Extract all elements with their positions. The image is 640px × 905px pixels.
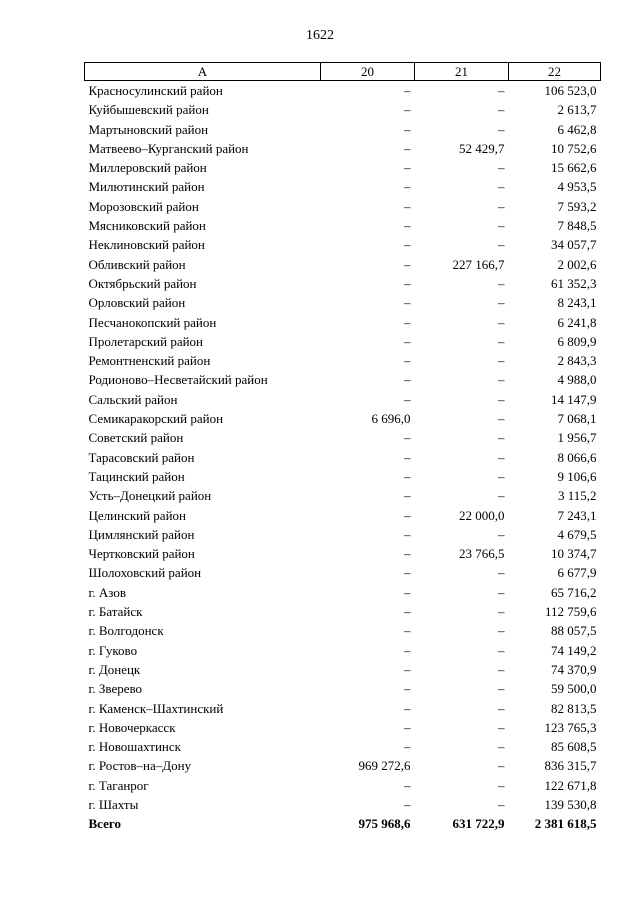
col-22-cell: 6 809,9 (557, 333, 597, 349)
col-21-cell: – (498, 642, 505, 658)
col-22-cell: 59 500,0 (551, 681, 597, 697)
col-20-cell: – (404, 449, 411, 465)
table-row (85, 756, 601, 775)
table-row (85, 158, 601, 177)
col-20-cell: – (404, 700, 411, 716)
col-22-cell: 106 523,0 (544, 83, 597, 98)
col-22-cell: 34 057,7 (551, 237, 597, 253)
col-22-cell: 82 813,5 (551, 700, 597, 716)
col-20-cell: – (404, 102, 411, 118)
row-name-cell: г. Новошахтинск (88, 739, 181, 755)
col-22-cell: 139 530,8 (544, 796, 597, 812)
col-20-cell: – (404, 661, 411, 677)
col-21-cell: – (498, 719, 505, 735)
table-row (85, 332, 601, 351)
table-row (85, 81, 601, 101)
col-22-cell: 2 002,6 (557, 256, 597, 272)
col-22-cell: 7 243,1 (557, 507, 597, 523)
row-name-cell: Неклиновский район (88, 237, 205, 253)
row-name-cell: г. Шахты (88, 796, 139, 812)
row-name-cell: Тацинский район (88, 468, 185, 484)
table-row (85, 583, 601, 602)
col-21-cell: – (498, 102, 505, 118)
table-row (85, 216, 601, 235)
row-name-cell: г. Ростов–на–Дону (88, 758, 192, 774)
col-20-cell: – (404, 83, 411, 98)
col-22-cell: 6 241,8 (557, 314, 597, 330)
row-name-cell: Красносулинский район (88, 83, 223, 98)
col-22-cell: 123 765,3 (544, 719, 597, 735)
col-21-cell: – (498, 681, 505, 697)
col-22-cell: 836 315,7 (544, 758, 597, 774)
table-row (85, 679, 601, 698)
row-name-cell: Мясниковский район (88, 218, 206, 234)
col-21-cell: 227 166,7 (452, 256, 505, 272)
row-name-cell: Чертковский район (88, 546, 195, 562)
row-name-cell: Родионово–Несветайский район (88, 372, 268, 388)
col-20-cell: – (404, 179, 411, 195)
col-20-cell: – (404, 353, 411, 369)
col-22-cell: 112 759,6 (544, 604, 597, 620)
col-22-cell: 15 662,6 (551, 160, 597, 176)
col-20-cell: – (404, 140, 411, 156)
table-row (85, 293, 601, 312)
col-22-cell: 65 716,2 (551, 584, 597, 600)
budget-table (84, 62, 601, 834)
row-name-cell: г. Таганрог (88, 777, 149, 793)
table-row (85, 776, 601, 795)
row-name-cell: Тарасовский район (88, 449, 195, 465)
col-21-cell: 23 766,5 (459, 546, 505, 562)
col-22-cell: 9 106,6 (557, 468, 597, 484)
table-header (85, 63, 601, 81)
col-20-cell: – (404, 218, 411, 234)
table-row (85, 525, 601, 544)
table-row (85, 255, 601, 274)
col-20-cell: – (404, 275, 411, 291)
header-cell-21: 21 (415, 63, 509, 81)
row-name-cell: Целинский район (88, 507, 186, 523)
table-row (85, 120, 601, 139)
col-22-cell: 74 149,2 (551, 642, 597, 658)
row-name-cell: Орловский район (88, 295, 186, 311)
row-name-cell: Песчанокопский район (88, 314, 217, 330)
col-22-cell: 4 679,5 (557, 526, 597, 542)
table-row (85, 370, 601, 389)
table-row (85, 409, 601, 428)
col-21-cell: – (498, 218, 505, 234)
table-row (85, 795, 601, 814)
table-row (85, 621, 601, 640)
col-20-cell: – (404, 237, 411, 253)
col-20-cell: – (404, 642, 411, 658)
row-name-cell: Миллеровский район (88, 160, 207, 176)
table-row (85, 641, 601, 660)
row-name-cell: г. Батайск (88, 604, 143, 620)
total-row (85, 814, 601, 833)
col-22-cell: 10 374,7 (551, 546, 597, 562)
col-21-cell: – (498, 526, 505, 542)
table-row (85, 177, 601, 196)
col-20-cell: – (404, 198, 411, 214)
row-name-cell: Октябрьский район (88, 275, 197, 291)
table-row (85, 467, 601, 486)
table-row (85, 602, 601, 621)
col-21-cell: – (498, 237, 505, 253)
table-row (85, 448, 601, 467)
col-21-cell: – (498, 796, 505, 812)
col-22-cell: 7 848,5 (557, 218, 597, 234)
col-21-cell: – (498, 295, 505, 311)
table-body (85, 81, 601, 834)
col-20-cell: 6 696,0 (371, 411, 411, 427)
table-row (85, 235, 601, 254)
row-name-cell: Усть–Донецкий район (88, 488, 212, 504)
row-name-cell: Милютинский район (88, 179, 205, 195)
col-22-cell: 7 068,1 (557, 411, 597, 427)
col-20-cell: – (404, 372, 411, 388)
col-21-cell: – (498, 121, 505, 137)
row-name-cell: Матвеево–Курганский район (88, 140, 249, 156)
row-name-cell: Мартыновский район (88, 121, 209, 137)
col-21-cell: – (498, 333, 505, 349)
col-22-cell: 1 956,7 (557, 430, 597, 446)
row-name-cell: г. Зверево (88, 681, 143, 697)
col-22-cell: 61 352,3 (551, 275, 597, 291)
col-21-cell: – (498, 758, 505, 774)
col-20-cell: – (404, 526, 411, 542)
col-20-cell: – (404, 430, 411, 446)
total-col-20-cell: 975 968,6 (358, 816, 411, 832)
row-name-cell: Семикаракорский район (88, 411, 224, 427)
col-20-cell: – (404, 739, 411, 755)
row-name-cell: г. Азов (88, 584, 126, 600)
total-col-22-cell: 2 381 618,5 (534, 816, 597, 832)
col-21-cell: – (498, 565, 505, 581)
col-21-cell: – (498, 449, 505, 465)
header-cell-20: 20 (321, 63, 415, 81)
col-21-cell: 22 000,0 (459, 507, 505, 523)
table-row (85, 390, 601, 409)
col-20-cell: 969 272,6 (358, 758, 411, 774)
col-20-cell: – (404, 333, 411, 349)
col-21-cell: – (498, 179, 505, 195)
col-21-cell: – (498, 83, 505, 98)
col-20-cell: – (404, 256, 411, 272)
col-20-cell: – (404, 565, 411, 581)
row-name-cell: Шолоховский район (88, 565, 202, 581)
col-21-cell: – (498, 391, 505, 407)
col-22-cell: 74 370,9 (551, 661, 597, 677)
table-row (85, 660, 601, 679)
col-20-cell: – (404, 488, 411, 504)
col-21-cell: – (498, 314, 505, 330)
page-number: 1622 (306, 28, 334, 43)
col-21-cell: – (498, 430, 505, 446)
col-22-cell: 88 057,5 (551, 623, 597, 639)
col-22-cell: 7 593,2 (557, 198, 597, 214)
total-label: Всего (88, 816, 121, 832)
col-21-cell: – (498, 739, 505, 755)
col-20-cell: – (404, 681, 411, 697)
table-row (85, 563, 601, 582)
table-row (85, 486, 601, 505)
col-22-cell: 4 988,0 (557, 372, 597, 388)
col-21-cell: – (498, 661, 505, 677)
col-21-cell: – (498, 198, 505, 214)
col-20-cell: – (404, 507, 411, 523)
row-name-cell: Куйбышевский район (88, 102, 209, 118)
col-21-cell: – (498, 275, 505, 291)
col-20-cell: – (404, 160, 411, 176)
col-20-cell: – (404, 584, 411, 600)
col-21-cell: – (498, 604, 505, 620)
col-22-cell: 8 066,6 (557, 449, 597, 465)
col-21-cell: – (498, 160, 505, 176)
table-row (85, 313, 601, 332)
header-cell-22: 22 (509, 63, 601, 81)
col-20-cell: – (404, 314, 411, 330)
col-20-cell: – (404, 623, 411, 639)
table-row (85, 197, 601, 216)
table-row (85, 139, 601, 158)
row-name-cell: Ремонтненский район (88, 353, 211, 369)
col-21-cell: – (498, 488, 505, 504)
table-row (85, 506, 601, 525)
row-name-cell: г. Новочеркасск (88, 719, 176, 735)
col-21-cell: – (498, 700, 505, 716)
row-name-cell: Советский район (88, 430, 184, 446)
table-row (85, 737, 601, 756)
row-name-cell: г. Каменск–Шахтинский (88, 700, 224, 716)
col-22-cell: 2 613,7 (557, 102, 597, 118)
col-21-cell: – (498, 353, 505, 369)
col-20-cell: – (404, 796, 411, 812)
col-22-cell: 85 608,5 (551, 739, 597, 755)
row-name-cell: Цимлянский район (88, 526, 195, 542)
col-22-cell: 14 147,9 (551, 391, 597, 407)
col-20-cell: – (404, 468, 411, 484)
col-21-cell: – (498, 372, 505, 388)
col-20-cell: – (404, 391, 411, 407)
table-row (85, 699, 601, 718)
col-22-cell: 10 752,6 (551, 140, 597, 156)
header-row (85, 63, 601, 81)
col-21-cell: – (498, 623, 505, 639)
col-22-cell: 122 671,8 (544, 777, 597, 793)
col-20-cell: – (404, 719, 411, 735)
col-20-cell: – (404, 777, 411, 793)
row-name-cell: г. Донецк (88, 661, 141, 677)
row-name-cell: Морозовский район (88, 198, 199, 214)
col-20-cell: – (404, 121, 411, 137)
col-22-cell: 6 677,9 (557, 565, 597, 581)
table-row (85, 544, 601, 563)
table-row (85, 351, 601, 370)
row-name-cell: Сальский район (88, 391, 178, 407)
col-21-cell: – (498, 777, 505, 793)
col-20-cell: – (404, 295, 411, 311)
row-name-cell: Обливский район (88, 256, 186, 272)
table-row (85, 100, 601, 119)
total-col-21-cell: 631 722,9 (452, 816, 505, 832)
col-22-cell: 6 462,8 (557, 121, 597, 137)
col-22-cell: 2 843,3 (557, 353, 597, 369)
row-name-cell: г. Волгодонск (88, 623, 164, 639)
col-21-cell: 52 429,7 (459, 140, 505, 156)
col-21-cell: – (498, 411, 505, 427)
table-row (85, 718, 601, 737)
row-name-cell: г. Гуково (88, 642, 138, 658)
header-cell-name: А (85, 63, 321, 81)
table-row (85, 428, 601, 447)
col-22-cell: 3 115,2 (557, 488, 597, 504)
table-row (85, 274, 601, 293)
col-22-cell: 4 953,5 (557, 179, 597, 195)
col-20-cell: – (404, 546, 411, 562)
col-20-cell: – (404, 604, 411, 620)
col-22-cell: 8 243,1 (557, 295, 597, 311)
col-21-cell: – (498, 468, 505, 484)
col-21-cell: – (498, 584, 505, 600)
row-name-cell: Пролетарский район (88, 333, 204, 349)
